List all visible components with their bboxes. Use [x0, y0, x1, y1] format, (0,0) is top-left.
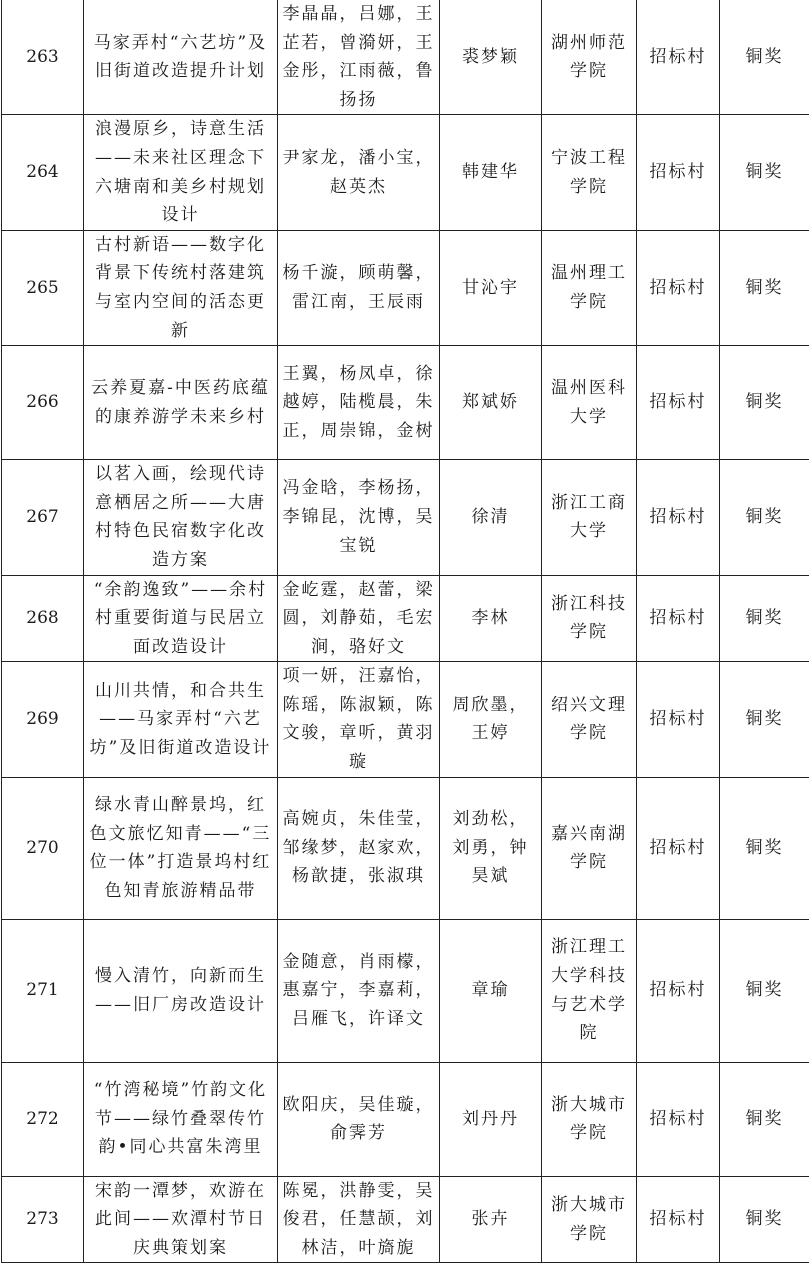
school: 浙江科技学院 — [542, 575, 637, 662]
table-row — [2, 1062, 809, 1176]
team-members: 杨千漩，顾萌馨，雷江南，王辰雨 — [278, 230, 440, 345]
team-members: 王翼，杨凤卓，徐越婷，陆榄晨，朱正，周崇锦，金树 — [278, 346, 440, 460]
entry-number: 265 — [2, 230, 84, 345]
village: 招标村 — [637, 346, 720, 460]
project-title: 山川共情，和合共生——马家弄村“六艺坊”及旧街道改造设计 — [84, 662, 278, 777]
team-members: 冯金晗，李杨扬，李锦昆，沈博，吴宝锐 — [278, 460, 440, 575]
project-title: 以茗入画，绘现代诗意栖居之所——大唐村特色民宿数字化改造方案 — [84, 460, 278, 575]
school: 温州医科大学 — [542, 346, 637, 460]
village: 招标村 — [637, 1062, 720, 1176]
advisor: 周欣墨，王婷 — [440, 662, 542, 777]
table-row — [2, 919, 809, 1062]
village: 招标村 — [637, 777, 720, 919]
table-row — [2, 0, 809, 115]
team-members: 陈冕，洪静雯，吴俊君，任慧颉，刘林洁，叶旖旎 — [278, 1176, 440, 1263]
table-row — [2, 777, 809, 919]
table-row — [2, 230, 809, 345]
team-members: 尹家龙，潘小宝，赵英杰 — [278, 115, 440, 230]
entry-number: 271 — [2, 919, 84, 1062]
advisor: 张卉 — [440, 1176, 542, 1263]
village: 招标村 — [637, 575, 720, 662]
village: 招标村 — [637, 460, 720, 575]
advisor: 甘沁宇 — [440, 230, 542, 345]
project-title: 云养夏嘉-中医药底蕴的康养游学未来乡村 — [84, 346, 278, 460]
award: 铜奖 — [720, 460, 809, 575]
entry-number: 268 — [2, 575, 84, 662]
award: 铜奖 — [720, 115, 809, 230]
village: 招标村 — [637, 1176, 720, 1263]
project-title: “竹湾秘境”竹韵文化节——绿竹叠翠传竹韵•同心共富朱湾里 — [84, 1062, 278, 1176]
advisor: 徐清 — [440, 460, 542, 575]
school: 浙大城市学院 — [542, 1062, 637, 1176]
entry-number: 263 — [2, 0, 84, 115]
project-title: 慢入清竹，向新而生——旧厂房改造设计 — [84, 919, 278, 1062]
team-members: 金屹霆，赵蕾，梁圆，刘静茹，毛宏涧，骆好文 — [278, 575, 440, 662]
project-title: 马家弄村“六艺坊”及旧街道改造提升计划 — [84, 0, 278, 115]
table-row — [2, 346, 809, 460]
school: 绍兴文理学院 — [542, 662, 637, 777]
advisor: 李林 — [440, 575, 542, 662]
team-members: 高婉贞，朱佳莹，邹缘梦，赵家欢，杨歆捷，张淑琪 — [278, 777, 440, 919]
school: 浙大城市学院 — [542, 1176, 637, 1263]
table-row — [2, 460, 809, 575]
project-title: 宋韵一潭梦，欢游在此间——欢潭村节日庆典策划案 — [84, 1176, 278, 1263]
entry-number: 273 — [2, 1176, 84, 1263]
table-row — [2, 662, 809, 777]
advisor: 章瑜 — [440, 919, 542, 1062]
award: 铜奖 — [720, 777, 809, 919]
school: 温州理工学院 — [542, 230, 637, 345]
award: 铜奖 — [720, 0, 809, 115]
school: 宁波工程学院 — [542, 115, 637, 230]
award: 铜奖 — [720, 346, 809, 460]
project-title: 古村新语——数字化背景下传统村落建筑与室内空间的活态更新 — [84, 230, 278, 345]
team-members: 项一妍，汪嘉怡，陈瑶，陈淑颖，陈文骏，章听，黄羽璇 — [278, 662, 440, 777]
village: 招标村 — [637, 919, 720, 1062]
award: 铜奖 — [720, 919, 809, 1062]
entry-number: 270 — [2, 777, 84, 919]
project-title: 绿水青山醉景坞，红色文旅忆知青——“三位一体”打造景坞村红色知青旅游精品带 — [84, 777, 278, 919]
team-members: 李晶晶，吕娜，王芷若，曾漪妍，王金彤，江雨薇，鲁扬扬 — [278, 0, 440, 115]
school: 浙江理工大学科技与艺术学院 — [542, 919, 637, 1062]
table-row — [2, 115, 809, 230]
team-members: 金随意，肖雨檬，惠嘉宁，李嘉莉，吕雁飞，许译文 — [278, 919, 440, 1062]
village: 招标村 — [637, 0, 720, 115]
team-members: 欧阳庆，吴佳璇，俞霁芳 — [278, 1062, 440, 1176]
advisor: 韩建华 — [440, 115, 542, 230]
project-title: 浪漫原乡，诗意生活——未来社区理念下六塘南和美乡村规划设计 — [84, 115, 278, 230]
advisor: 刘劲松，刘勇，钟昊斌 — [440, 777, 542, 919]
award: 铜奖 — [720, 1176, 809, 1263]
award: 铜奖 — [720, 230, 809, 345]
entry-number: 266 — [2, 346, 84, 460]
village: 招标村 — [637, 115, 720, 230]
advisor: 裘梦颖 — [440, 0, 542, 115]
school: 湖州师范学院 — [542, 0, 637, 115]
award: 铜奖 — [720, 1062, 809, 1176]
awards-table — [1, 0, 809, 1263]
school: 嘉兴南湖学院 — [542, 777, 637, 919]
advisor: 郑斌娇 — [440, 346, 542, 460]
school: 浙江工商大学 — [542, 460, 637, 575]
award: 铜奖 — [720, 575, 809, 662]
entry-number: 264 — [2, 115, 84, 230]
entry-number: 267 — [2, 460, 84, 575]
award: 铜奖 — [720, 662, 809, 777]
table-row — [2, 1176, 809, 1263]
project-title: “余韵逸致”——余村村重要街道与民居立面改造设计 — [84, 575, 278, 662]
village: 招标村 — [637, 662, 720, 777]
village: 招标村 — [637, 230, 720, 345]
table-row — [2, 575, 809, 662]
entry-number: 272 — [2, 1062, 84, 1176]
advisor: 刘丹丹 — [440, 1062, 542, 1176]
entry-number: 269 — [2, 662, 84, 777]
